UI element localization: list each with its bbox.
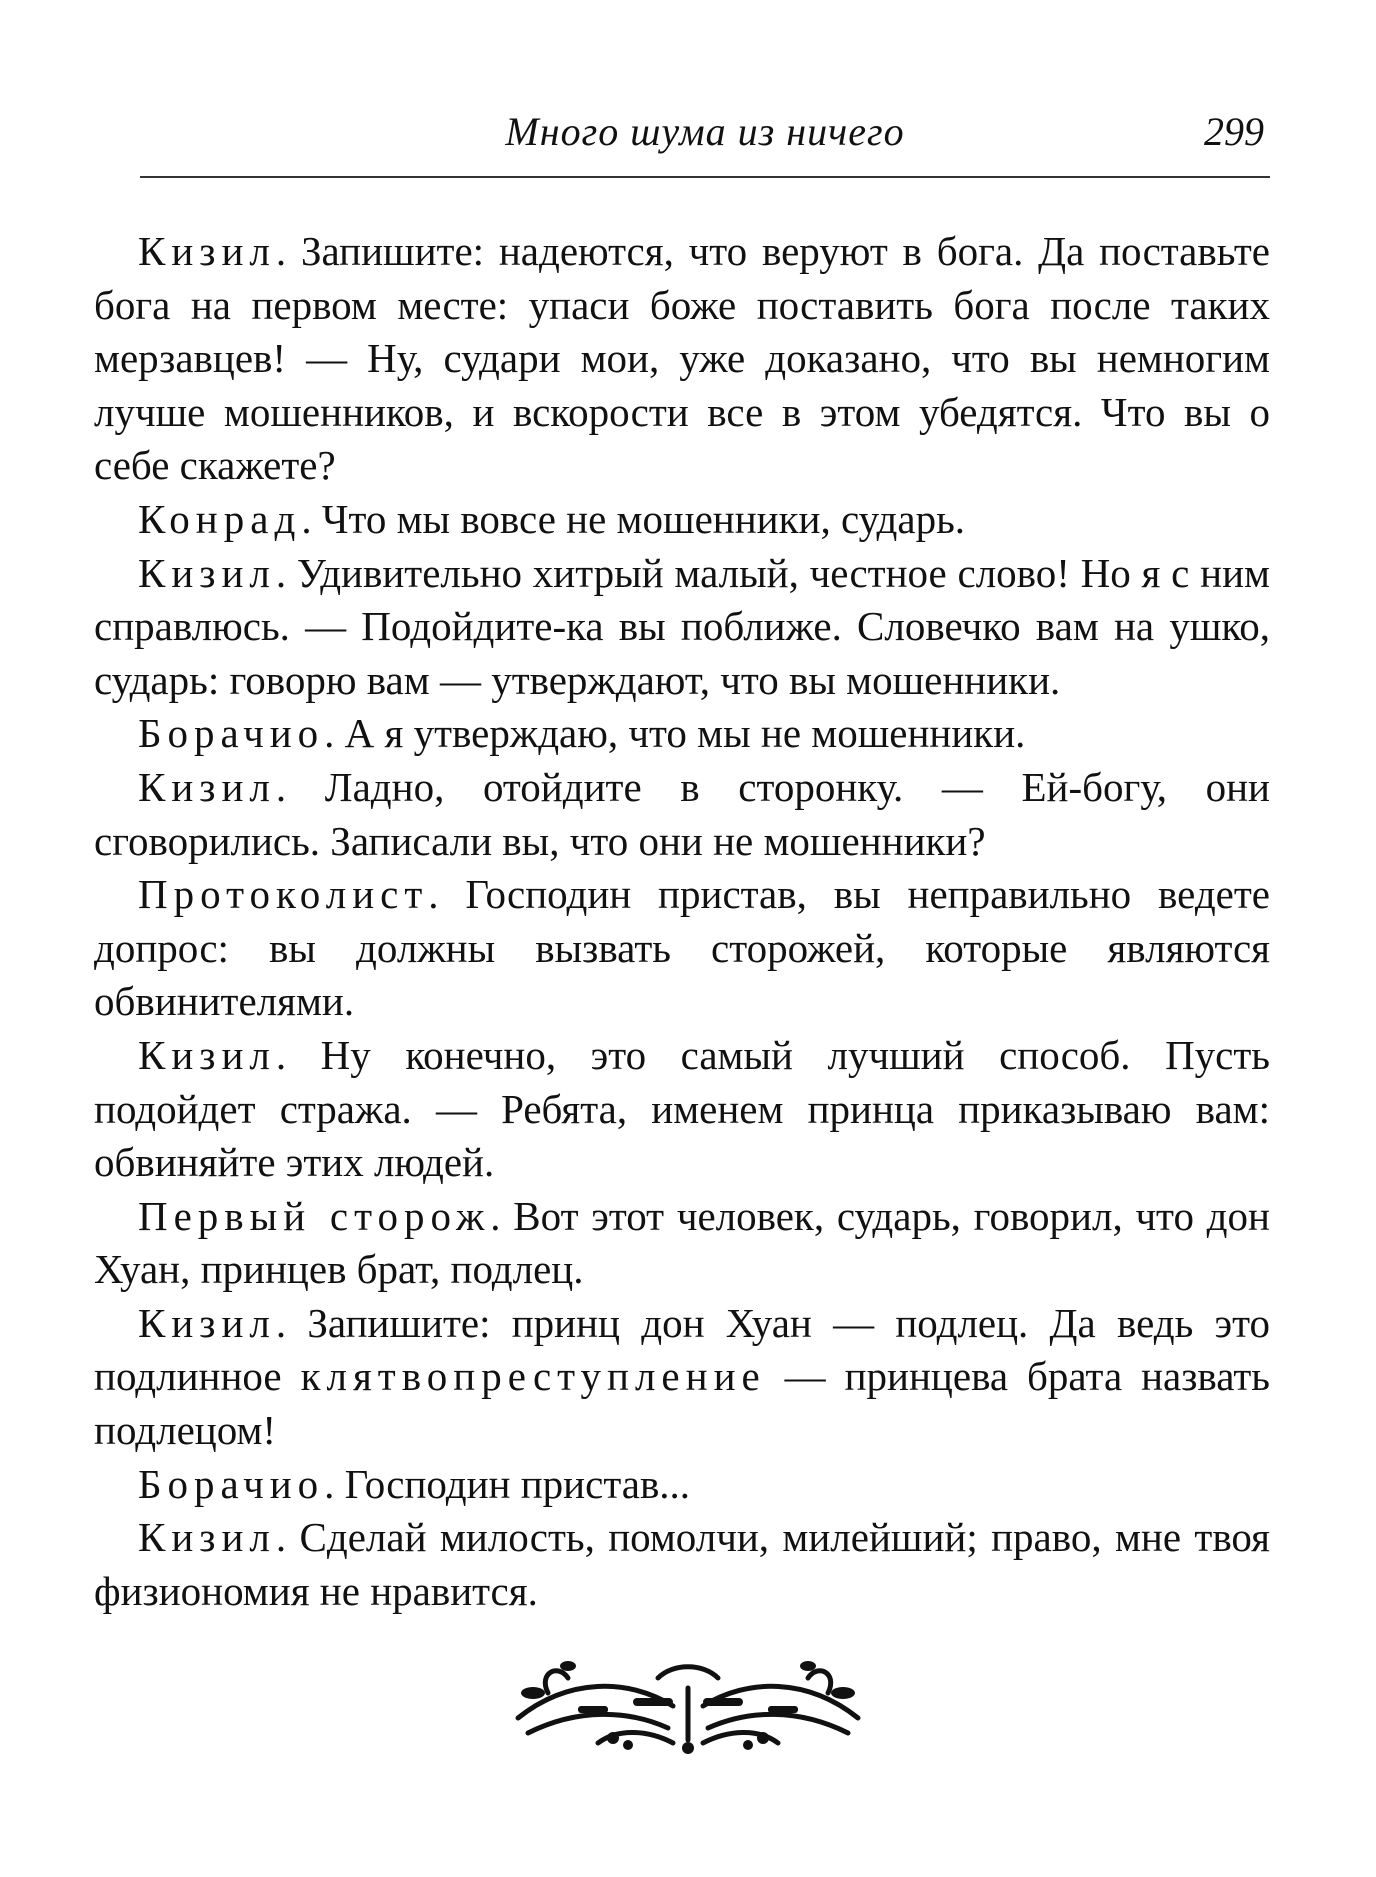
speaker-name: Кизил: [138, 763, 276, 810]
line-text: . Господин пристав...: [324, 1460, 691, 1507]
running-title: Много шума из ничего: [505, 109, 905, 154]
speaker-name: Кизил: [138, 1299, 276, 1346]
dialogue-line: [94, 1190, 1270, 1297]
dialogue-line: [94, 493, 1270, 547]
line-text: . Господин пристав, вы неправильно ведете допрос: вы должны вызвать сторожей, которые являются обвинителями.: [94, 871, 1270, 1025]
speaker-name: Кизил: [138, 1031, 276, 1078]
speaker-name: Кизил: [138, 1514, 276, 1561]
line-text: . А я утверждаю, что мы не мошенники.: [324, 710, 1026, 757]
line-text: . Запишите: надеются, что веруют в бога. Да поставьте бога на первом месте: упаси боже поставить бога после таких мерзавцев! — Ну, судари мои, уже доказано, что вы немногим лучше мошенников, и вскорости все в этом убедятся. Что вы о себе скажете?: [94, 228, 1270, 489]
dialogue-line: [94, 707, 1270, 761]
dialogue-line: [94, 761, 1270, 868]
speaker-name: Кизил: [138, 549, 276, 596]
speaker-name: Кизил: [138, 228, 276, 274]
spaced-emphasis: клятвопреступление: [300, 1353, 766, 1400]
line-text: . Ладно, отойдите в сторонку. — Ей-богу, они сговорились. Записали вы, что они не мошенники?: [94, 763, 1270, 864]
dialogue-line: [94, 547, 1270, 708]
page-number: 299: [1204, 109, 1264, 154]
dialogue-line: [94, 1297, 1270, 1458]
dialogue-line: [94, 1511, 1270, 1618]
header-rule: [140, 176, 1270, 178]
line-text: . Запишите: принц дон Хуан — подлец. Да ведь это подлинное: [94, 1299, 1270, 1400]
dialogue-line: [94, 225, 1270, 493]
line-text: . Вот этот человек, сударь, говорил, что дон Хуан, принцев брат, подлец.: [94, 1192, 1270, 1293]
speaker-name: Борачио: [138, 1460, 325, 1507]
dialogue-line: [94, 1458, 1270, 1512]
text-block: [94, 225, 1270, 1618]
line-text: . Ну конечно, это самый лучший способ. Пусть подойдет стража. — Ребята, именем принца приказываю вам: обвиняйте этих людей.: [94, 1031, 1270, 1186]
line-text: — принцева брата назвать подлецом!: [94, 1353, 1271, 1454]
dialogue-line: [94, 868, 1270, 1029]
line-text: . Удивительно хитрый малый, честное слово! Но я с ним справлюсь. — Подойдите-ка вы поближе. Словечко вам на ушко, сударь: говорю вам — утверждают, что вы мошенники.: [94, 549, 1270, 703]
speaker-name: Борачио: [138, 710, 325, 757]
running-head: [140, 100, 1270, 160]
dialogue-line: [94, 1029, 1270, 1190]
line-text: . Сделай милость, помолчи, милейший; право, мне твоя физиономия не нравится.: [94, 1514, 1270, 1614]
line-text: . Что мы вовсе не мошенники, сударь.: [301, 495, 966, 542]
speaker-name: Протоколист: [138, 871, 429, 918]
speaker-name: Первый сторож: [138, 1192, 491, 1239]
speaker-name: Конрад: [138, 495, 302, 542]
floral-tailpiece-icon: [508, 1648, 868, 1758]
